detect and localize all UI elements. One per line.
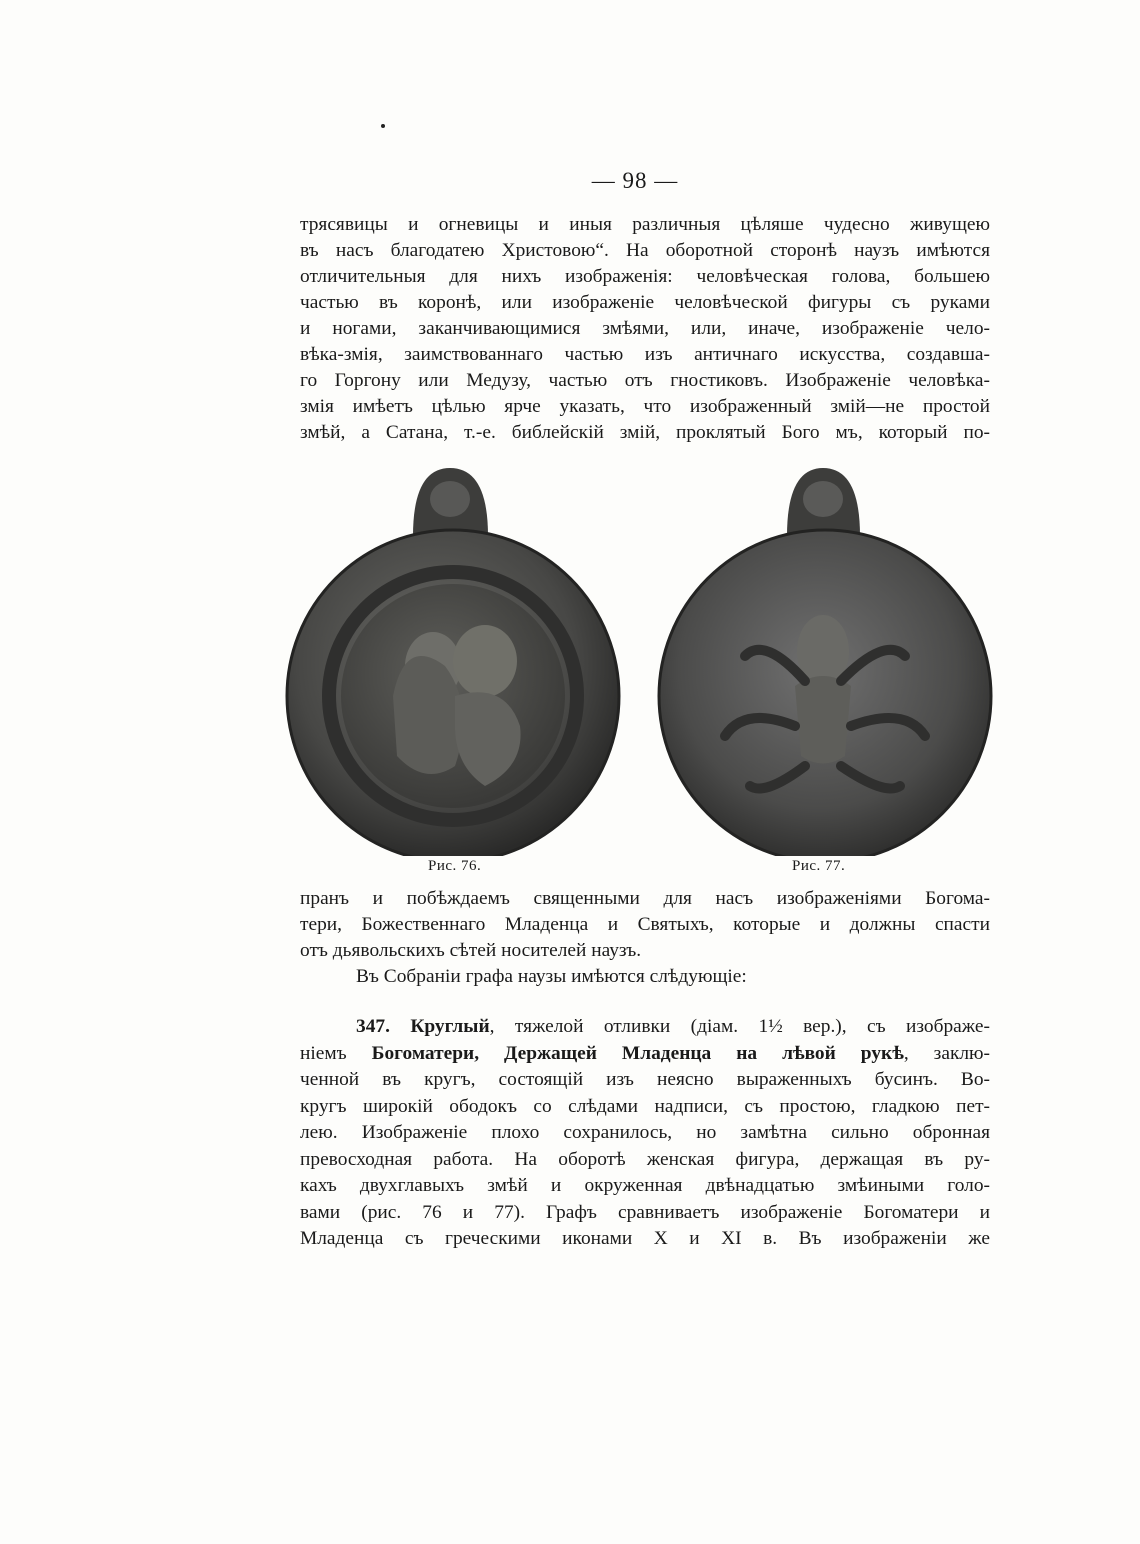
entry-title: Круглый: [410, 1016, 490, 1037]
text-line: кругъ широкій ободокъ со слѣдами надписи, съ простою, гладкою пет-: [300, 1095, 990, 1117]
text-line: частью въ коронѣ, или изображеніе человѣческой фигуры съ руками: [300, 292, 990, 313]
paragraph-mid: [300, 886, 990, 990]
figure-76: [285, 466, 630, 856]
text-line: трясявицы и огневицы и иныя различныя цѣляше чудесно живущею: [300, 214, 990, 235]
figure-77: [655, 466, 1000, 856]
entry-number: 347.: [356, 1016, 390, 1037]
entry-first-line: [300, 1014, 990, 1041]
paragraph-top: [300, 212, 990, 446]
text-line: кахъ двухглавыхъ змѣй и окруженная двѣнадцатью змѣиными голо-: [300, 1175, 990, 1196]
medallion-obverse-image: [285, 466, 630, 856]
text-line: змія имѣетъ цѣлью ярче указать, что изображенный змій—не простой: [300, 396, 990, 417]
figure-77-caption: Рис. 77.: [792, 858, 846, 874]
page-number: — 98 —: [591, 168, 679, 193]
figure-76-caption: Рис. 76.: [428, 858, 482, 874]
medallion-reverse-image: [655, 466, 1000, 856]
text-line: вѣка-змія, заимствованнаго частью изъ античнаго искусства, создавша-: [300, 344, 990, 365]
entry-text: , тяжелой отливки (діам. 1½ вер.), съ изображе-: [489, 1016, 990, 1037]
text-line: въ насъ благодатею Христовою“. На оборотной сторонѣ наузъ имѣются: [300, 240, 990, 261]
entry-subject: Богоматери, Держащей Младенца на лѣвой рукѣ: [371, 1042, 904, 1064]
text-line: отъ дьявольскихъ сѣтей носителей наузъ.: [300, 940, 642, 961]
text-line: пранъ и побѣждаемъ священными для насъ изображеніями Богома-: [300, 888, 990, 909]
text-line: Младенца съ греческими иконами X и XI в. Въ изображеніи же: [300, 1228, 990, 1249]
entry-text: , заклю-: [903, 1042, 990, 1064]
text-line: и ногами, заканчивающимися змѣями, или, иначе, изображеніе чело-: [300, 318, 990, 339]
text-line: ченной въ кругъ, состоящій изъ неясно выраженныхъ бусинъ. Во-: [300, 1069, 990, 1090]
text-line: отличительныя для нихъ изображенія: человѣческая голова, большею: [300, 266, 990, 287]
catalog-entry-347: [300, 1014, 990, 1253]
entry-text: ніемъ: [300, 1042, 372, 1064]
text-line: вами (рис. 76 и 77). Графъ сравниваетъ изображеніе Богоматери и: [300, 1201, 990, 1223]
text-line: Въ Собраніи графа наузы имѣются слѣдующіе:: [356, 966, 747, 987]
text-line: превосходная работа. На оборотѣ женская фигура, держащая въ ру-: [300, 1148, 990, 1170]
text-line: го Горгону или Медузу, частью отъ гностиковъ. Изображеніе человѣка-: [300, 370, 990, 391]
text-line: змѣй, а Сатана, т.-е. библейскій змій, проклятый Бого мъ, который по-: [300, 422, 990, 443]
text-line: тери, Божественнаго Младенца и Святыхъ, которые и должны спасти: [300, 914, 990, 935]
entry-second-line: [300, 1041, 990, 1068]
scan-speck: [381, 124, 385, 128]
text-line: лею. Изображеніе плохо сохранилось, но замѣтна сильно обронная: [300, 1122, 990, 1143]
